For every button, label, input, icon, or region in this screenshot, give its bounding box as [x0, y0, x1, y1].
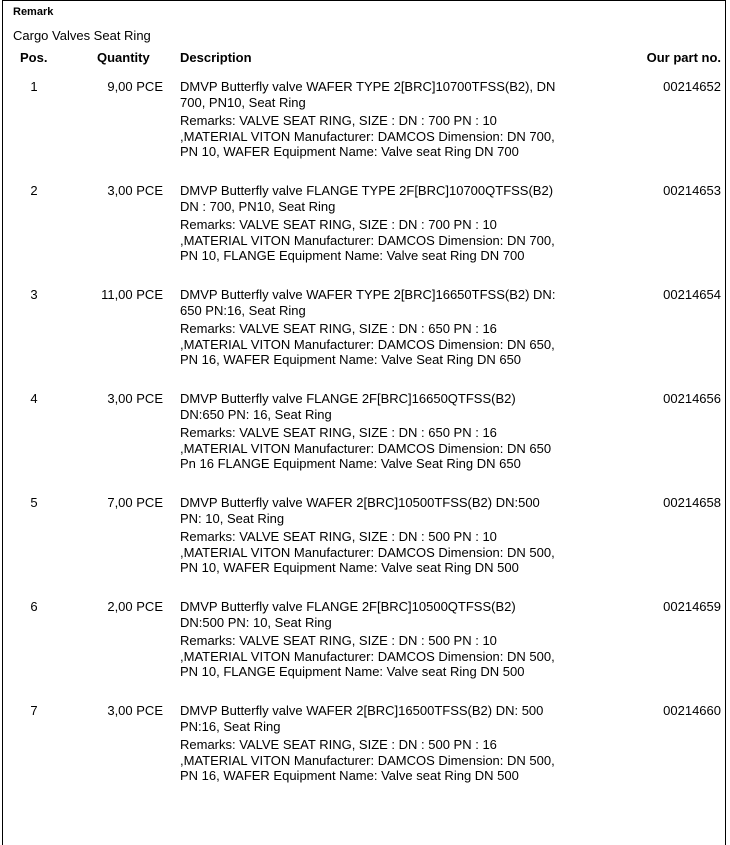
row-remarks: Remarks: VALVE SEAT RING, SIZE : DN : 650 PN : 16 ,MATERIAL VITON Manufacturer: DAMCOS Dimension: DN 650, PN 16, WAFER Equipment Name: Valve Seat Ring DN 650 [180, 321, 555, 367]
row-part-no: 00214658 [663, 495, 721, 510]
row-description [180, 599, 560, 680]
row-part-no: 00214652 [663, 79, 721, 94]
row-pos: 2 [30, 183, 38, 198]
row-remarks: Remarks: VALVE SEAT RING, SIZE : DN : 700 PN : 10 ,MATERIAL VITON Manufacturer: DAMCOS Dimension: DN 700, PN 10, WAFER Equipment Name: Valve seat Ring DN 700 [180, 113, 555, 159]
row-quantity: 2,00 PCE [107, 599, 163, 614]
row-description [180, 495, 560, 576]
row-quantity: 7,00 PCE [107, 495, 163, 510]
row-description-text: DMVP Butterfly valve WAFER 2[BRC]16500TFSS(B2) DN: 500 PN:16, Seat Ring [180, 703, 544, 734]
row-description [180, 391, 560, 472]
header-quantity: Quantity [97, 50, 150, 65]
row-part-no: 00214653 [663, 183, 721, 198]
row-description [180, 287, 560, 368]
row-pos: 5 [30, 495, 38, 510]
row-remarks: Remarks: VALVE SEAT RING, SIZE : DN : 500 PN : 16 ,MATERIAL VITON Manufacturer: DAMCOS Dimension: DN 500, PN 16, WAFER Equipment Name: Valve seat Ring DN 500 [180, 737, 555, 783]
remark-label: Remark [13, 6, 54, 18]
row-quantity: 9,00 PCE [107, 79, 163, 94]
row-remarks: Remarks: VALVE SEAT RING, SIZE : DN : 500 PN : 10 ,MATERIAL VITON Manufacturer: DAMCOS Dimension: DN 500, PN 10, FLANGE Equipment Name: Valve seat Ring DN 500 [180, 633, 555, 679]
row-description-text: DMVP Butterfly valve FLANGE 2F[BRC]16650QTFSS(B2) DN:650 PN: 16, Seat Ring [180, 391, 516, 422]
header-part-no: Our part no. [646, 50, 721, 65]
row-part-no: 00214660 [663, 703, 721, 718]
row-description [180, 703, 560, 784]
row-part-no: 00214659 [663, 599, 721, 614]
row-pos: 6 [30, 599, 38, 614]
row-quantity: 3,00 PCE [107, 391, 163, 406]
row-pos: 4 [30, 391, 38, 406]
header-pos: Pos. [20, 50, 48, 65]
row-pos: 1 [30, 79, 38, 94]
row-pos: 3 [30, 287, 38, 302]
row-remarks: Remarks: VALVE SEAT RING, SIZE : DN : 500 PN : 10 ,MATERIAL VITON Manufacturer: DAMCOS Dimension: DN 500, PN 10, WAFER Equipment Name: Valve seat Ring DN 500 [180, 529, 555, 575]
row-quantity: 11,00 PCE [101, 287, 163, 302]
section-title: Cargo Valves Seat Ring [13, 28, 151, 43]
row-part-no: 00214654 [663, 287, 721, 302]
row-description-text: DMVP Butterfly valve FLANGE TYPE 2F[BRC]10700QTFSS(B2) DN : 700, PN10, Seat Ring [180, 183, 554, 214]
row-description-text: DMVP Butterfly valve WAFER TYPE 2[BRC]16650TFSS(B2) DN: 650 PN:16, Seat Ring [180, 287, 556, 318]
row-remarks: Remarks: VALVE SEAT RING, SIZE : DN : 700 PN : 10 ,MATERIAL VITON Manufacturer: DAMCOS Dimension: DN 700, PN 10, FLANGE Equipment Name: Valve seat Ring DN 700 [180, 217, 555, 263]
row-remarks: Remarks: VALVE SEAT RING, SIZE : DN : 650 PN : 16 ,MATERIAL VITON Manufacturer: DAMCOS Dimension: DN 650 Pn 16 FLANGE Equipment Name: Valve Seat Ring DN 650 [180, 425, 552, 471]
row-description [180, 183, 560, 264]
row-quantity: 3,00 PCE [107, 183, 163, 198]
header-description: Description [180, 50, 252, 65]
row-description-text: DMVP Butterfly valve WAFER TYPE 2[BRC]10700TFSS(B2), DN 700, PN10, Seat Ring [180, 79, 556, 110]
row-description-text: DMVP Butterfly valve FLANGE 2F[BRC]10500QTFSS(B2) DN:500 PN: 10, Seat Ring [180, 599, 516, 630]
row-quantity: 3,00 PCE [107, 703, 163, 718]
row-description-text: DMVP Butterfly valve WAFER 2[BRC]10500TFSS(B2) DN:500 PN: 10, Seat Ring [180, 495, 540, 526]
row-description [180, 79, 560, 160]
row-part-no: 00214656 [663, 391, 721, 406]
row-pos: 7 [30, 703, 38, 718]
